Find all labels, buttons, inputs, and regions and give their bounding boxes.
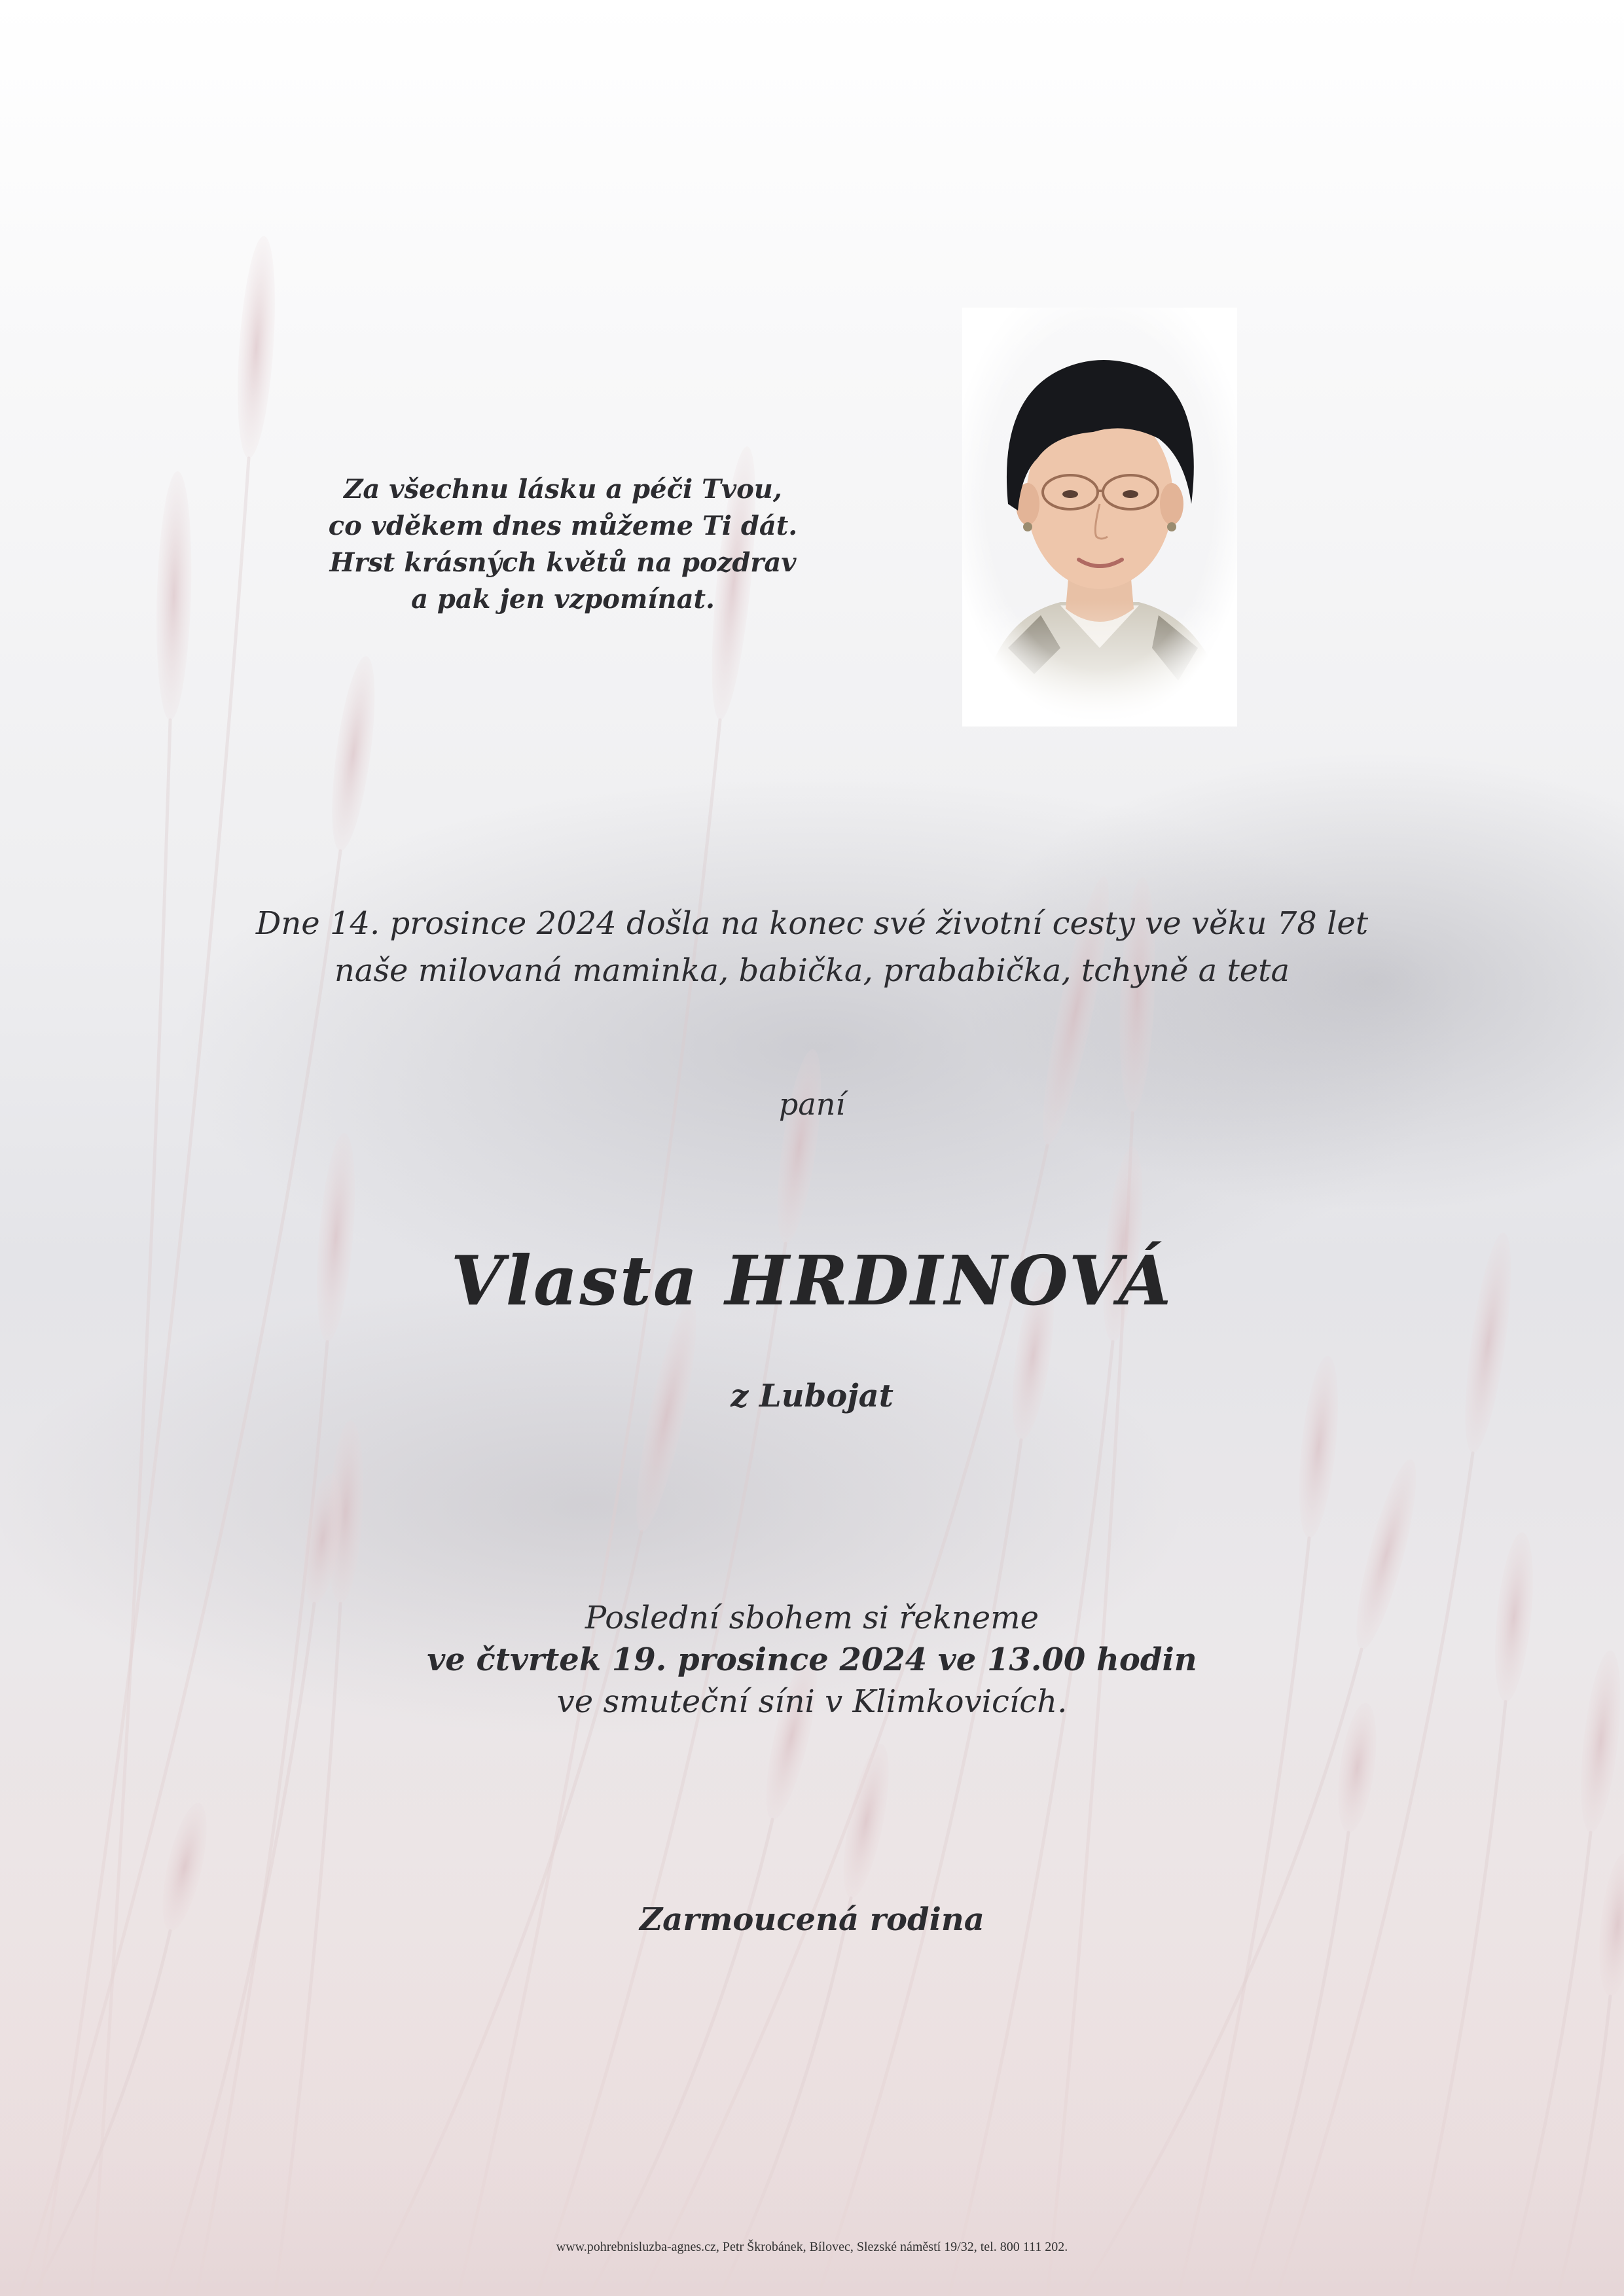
poem-line: a pak jen vzpomínat. xyxy=(411,584,715,615)
salutation: paní xyxy=(778,1086,846,1122)
grass-head xyxy=(323,654,383,853)
announcement-line-1: Dne 14. prosince 2024 došla na konec své životní cesty ve věku 78 let xyxy=(255,905,1369,942)
funeral-location: ve smuteční síni v Klimkovicích. xyxy=(556,1683,1068,1720)
death-announcement xyxy=(0,900,1624,994)
funeral-details xyxy=(0,1597,1624,1723)
poem-line: co vděkem dnes můžeme Ti dát. xyxy=(328,511,798,541)
memorial-poem xyxy=(236,471,890,618)
grass-head xyxy=(153,471,194,720)
funeral-line-1: Poslední sbohem si řekneme xyxy=(585,1600,1039,1636)
poem-line: Hrst krásných květů na pozdrav xyxy=(329,547,797,578)
family-signature: Zarmoucená rodina xyxy=(640,1901,984,1938)
funeral-service-footer: www.pohrebnisluzba-agnes.cz, Petr Škrobánek, Bílovec, Slezské náměstí 19/32, tel. 800 111 202. xyxy=(556,2240,1068,2254)
announcement-line-2: naše milovaná maminka, babička, prababička, tchyně a teta xyxy=(334,952,1290,989)
poem-line: Za všechnu lásku a péči Tvou, xyxy=(344,474,782,505)
deceased-name: Vlasta HRDINOVÁ xyxy=(450,1240,1174,1321)
grass-head xyxy=(625,1298,708,1535)
portrait-icon xyxy=(962,308,1237,726)
funeral-date-time: ve čtvrtek 19. prosince 2024 ve 13.00 hodin xyxy=(427,1641,1197,1678)
grass-head xyxy=(768,1047,830,1246)
grass-head xyxy=(232,235,281,459)
portrait-photo xyxy=(962,308,1237,726)
deceased-origin: z Lubojat xyxy=(731,1378,893,1414)
